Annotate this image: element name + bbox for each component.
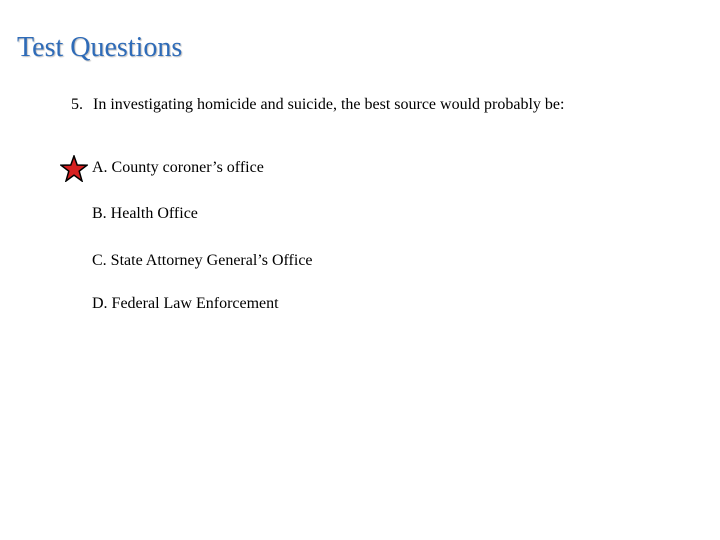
answer-option-b: B. Health Office: [92, 205, 198, 222]
star-icon: [60, 155, 88, 182]
question-number: 5.: [71, 96, 83, 113]
star-shape: [61, 156, 87, 181]
answer-option-a: A. County coroner’s office: [92, 159, 264, 176]
question-text: In investigating homicide and suicide, the best source would probably be:: [93, 96, 565, 113]
answer-option-d: D. Federal Law Enforcement: [92, 295, 279, 312]
slide-title: Test Questions: [17, 32, 183, 63]
answer-option-c: C. State Attorney General’s Office: [92, 252, 313, 269]
question: [71, 95, 564, 115]
